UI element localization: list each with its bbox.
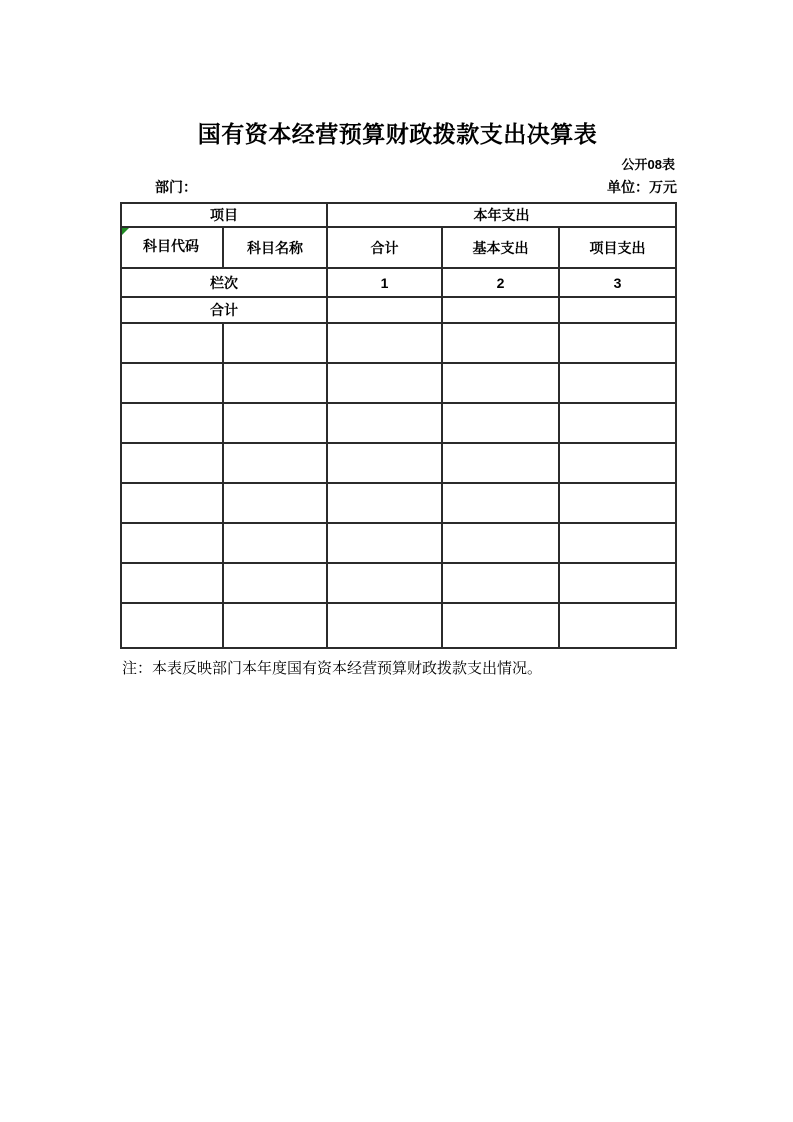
cell-subject-name (223, 443, 327, 483)
cell-total (327, 363, 442, 403)
total-value-project (559, 297, 676, 323)
column-index-row (121, 268, 676, 297)
empty-data-row (121, 603, 676, 648)
header-columns-row (121, 227, 676, 268)
cell-subject-name (223, 323, 327, 363)
total-row (121, 297, 676, 323)
cell-subject-code (121, 363, 223, 403)
total-value-basic (442, 297, 559, 323)
cell-total (327, 443, 442, 483)
cell-basic-expenditure (442, 603, 559, 648)
cell-project-expenditure (559, 363, 676, 403)
header-total: 合计 (327, 227, 442, 268)
cell-error-triangle-icon (122, 228, 129, 235)
header-subject-code (121, 227, 223, 268)
cell-basic-expenditure (442, 483, 559, 523)
form-code-label: 公开08表 (621, 157, 675, 172)
cell-basic-expenditure (442, 523, 559, 563)
meta-row (120, 178, 677, 196)
empty-data-row (121, 523, 676, 563)
empty-data-row (121, 563, 676, 603)
expenditure-table (120, 202, 677, 649)
unit-label: 单位：万元 (607, 179, 677, 195)
header-group-row (121, 203, 676, 227)
column-index-label: 栏次 (121, 268, 327, 297)
cell-total (327, 523, 442, 563)
cell-basic-expenditure (442, 403, 559, 443)
cell-subject-name (223, 363, 327, 403)
cell-total (327, 563, 442, 603)
cell-project-expenditure (559, 563, 676, 603)
header-project-expenditure: 项目支出 (559, 227, 676, 268)
cell-subject-code (121, 403, 223, 443)
cell-subject-name (223, 403, 327, 443)
cell-subject-name (223, 563, 327, 603)
cell-subject-code (121, 563, 223, 603)
empty-data-row (121, 323, 676, 363)
empty-data-row (121, 403, 676, 443)
cell-basic-expenditure (442, 563, 559, 603)
cell-basic-expenditure (442, 363, 559, 403)
page-title: 国有资本经营预算财政拨款支出决算表 (197, 121, 598, 147)
empty-data-row (121, 363, 676, 403)
header-basic-expenditure: 基本支出 (442, 227, 559, 268)
column-number-1: 1 (327, 268, 442, 297)
footnote: 注：本表反映部门本年度国有资本经营预算财政拨款支出情况。 (122, 661, 543, 677)
cell-subject-code (121, 443, 223, 483)
cell-project-expenditure (559, 403, 676, 443)
cell-project-expenditure (559, 323, 676, 363)
cell-subject-name (223, 483, 327, 523)
header-subject-name: 科目名称 (223, 227, 327, 268)
cell-total (327, 483, 442, 523)
header-project-group: 项目 (121, 203, 327, 227)
cell-basic-expenditure (442, 443, 559, 483)
column-number-3: 3 (559, 268, 676, 297)
empty-data-row (121, 443, 676, 483)
header-subject-code-label: 科目代码 (143, 238, 199, 254)
total-value-total (327, 297, 442, 323)
cell-subject-code (121, 323, 223, 363)
cell-project-expenditure (559, 443, 676, 483)
cell-total (327, 403, 442, 443)
cell-subject-name (223, 603, 327, 648)
cell-total (327, 323, 442, 363)
cell-basic-expenditure (442, 323, 559, 363)
header-current-year-group: 本年支出 (327, 203, 676, 227)
cell-subject-code (121, 603, 223, 648)
cell-project-expenditure (559, 483, 676, 523)
department-label: 部门： (155, 179, 197, 195)
empty-data-row (121, 483, 676, 523)
column-number-2: 2 (442, 268, 559, 297)
total-row-label: 合计 (121, 297, 327, 323)
table-body (121, 203, 676, 648)
cell-project-expenditure (559, 603, 676, 648)
cell-project-expenditure (559, 523, 676, 563)
cell-total (327, 603, 442, 648)
cell-subject-name (223, 523, 327, 563)
cell-subject-code (121, 523, 223, 563)
cell-subject-code (121, 483, 223, 523)
